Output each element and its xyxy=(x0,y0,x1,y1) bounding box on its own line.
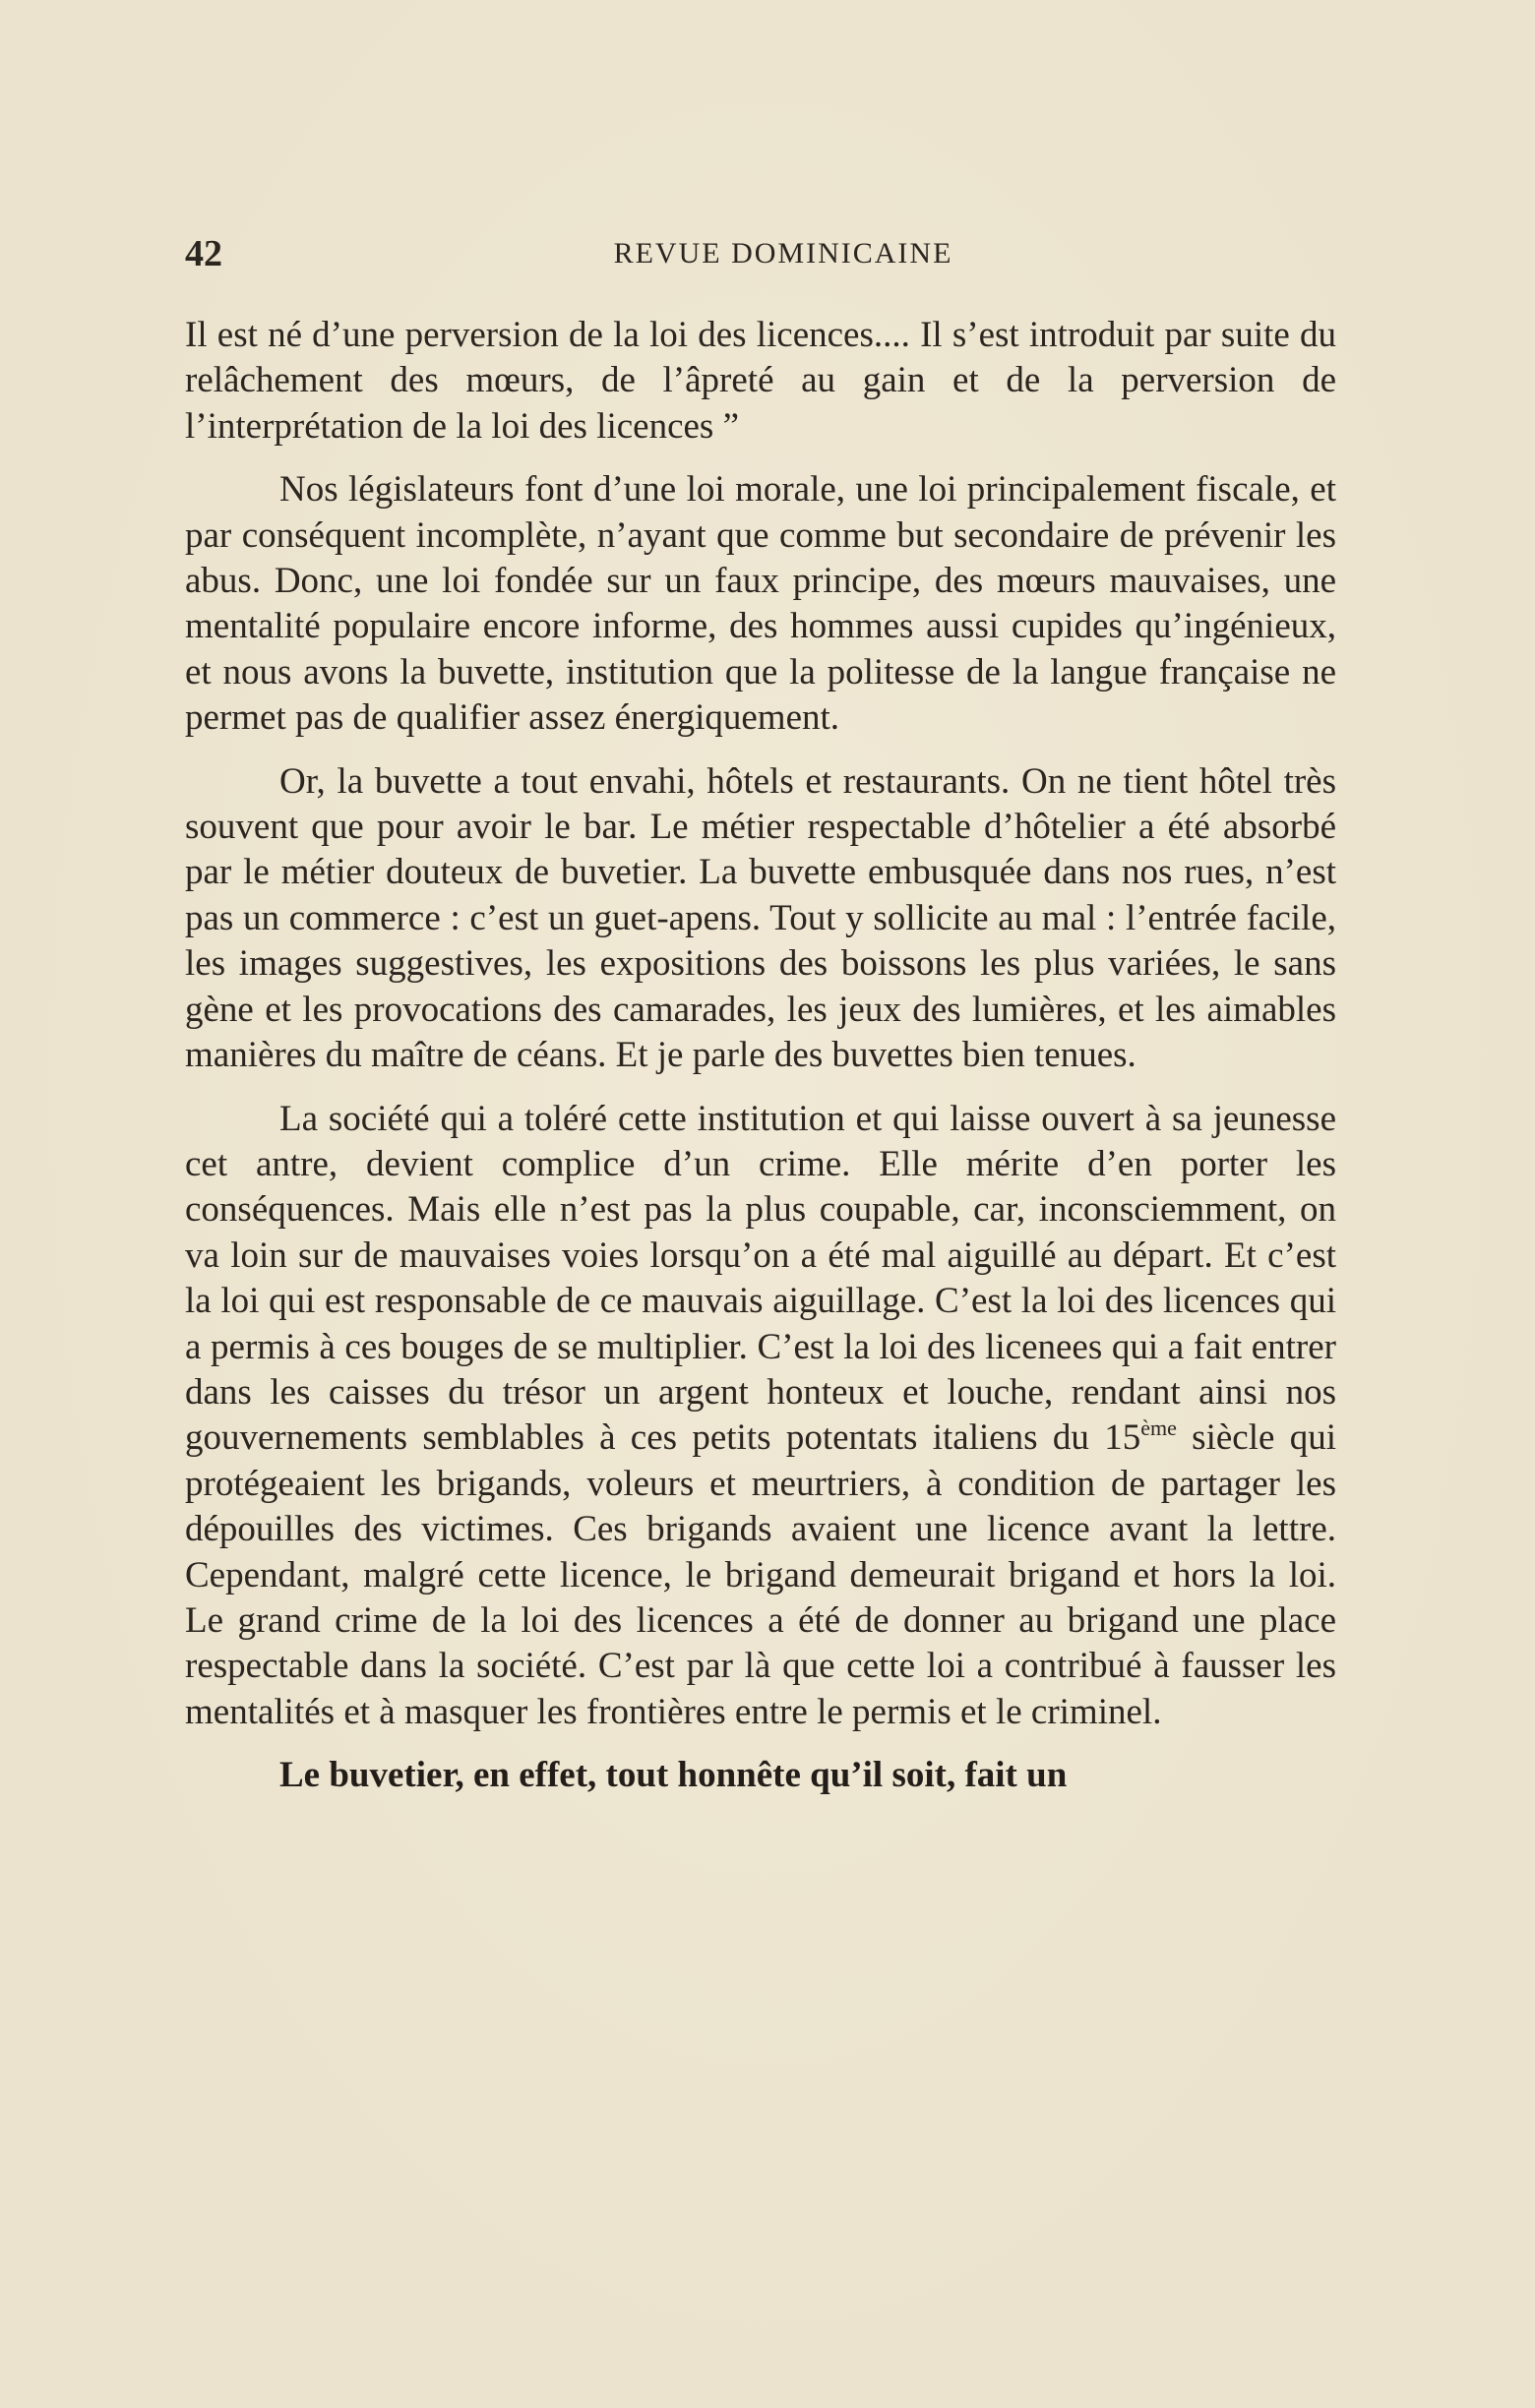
journal-title: REVUE DOMINICAINE xyxy=(613,237,953,270)
running-head xyxy=(185,228,1342,279)
paragraph-4 xyxy=(185,1097,1336,1736)
paragraph-4-part-2: siècle qui protégeaient les brigands, voleurs et meurtriers, à condition de partager les dépouilles des victimes. Ces brigands avaient une licence avant la lettre. Cependant, malgré cette licence, le brigand demeurait brigand et hors la loi. Le grand crime de la loi des licences a été de donner au brigand une place respectable dans la société. C’est par là que cette loi a contribué à fausser les mentalités et à masquer les frontières entre le permis et le criminel. xyxy=(185,1417,1336,1732)
paragraph-5: Le buvetier, en effet, tout honnête qu’il soit, fait un xyxy=(279,1755,1068,1796)
page-number: 42 xyxy=(185,233,222,274)
paragraph-2: Nos législateurs font d’une loi morale, une loi principalement fiscale, et par conséquent incomplète, n’ayant que comme but secondaire de prévenir les abus. Donc, une loi fondée sur un faux principe, des mœurs mauvaises, une mentalité populaire encore informe, des hommes aussi cupides qu’ingénieux, et nous avons la buvette, institution que la politesse de la langue française ne permet pas de qualifier assez énergiquement. xyxy=(185,469,1336,739)
paragraph-4-part-1: La société qui a toléré cette institution et qui laisse ouvert à sa jeunesse cet antre, devient complice d’un crime. Elle mérite d’en porter les conséquences. Mais elle n’est pas la plus coupable, car, inconsciemment, on va loin sur de mauvaises voies lorsqu’on a été mal aiguillé au départ. Et c’est la loi qui est responsable de ce mauvais aiguillage. C’est la loi des licences qui a permis à ces bouges de se multiplier. C’est la loi des licenees qui a fait entrer dans les caisses du trésor un argent honteux et louche, rendant ainsi nos gouvernements semblables à ces petits potentats italiens du 15 xyxy=(185,1098,1336,1459)
paragraph-1: Il est né d’une perversion de la loi des licences.... Il s’est introduit par suite du relâchement des mœurs, de l’âpreté au gain et de la perversion de l’interprétation de la loi des licences ” xyxy=(185,315,1336,447)
body-text xyxy=(185,313,1336,1817)
paragraph-3: Or, la buvette a tout envahi, hôtels et restaurants. On ne tient hôtel très souvent que pour avoir le bar. Le métier respectable d’hôtelier a été absorbé par le métier douteux de buvetier. La buvette embusquée dans nos rues, n’est pas un commerce : c’est un guet-apens. Tout y sollicite au mal : l’entrée facile, les images suggestives, les expositions des boissons les plus variées, le sans gène et les provocations des camarades, les jeux des lumières, et les aimables manières du maître de céans. Et je parle des buvettes bien tenues. xyxy=(185,760,1336,1076)
ordinal-superscript: ème xyxy=(1140,1415,1177,1441)
